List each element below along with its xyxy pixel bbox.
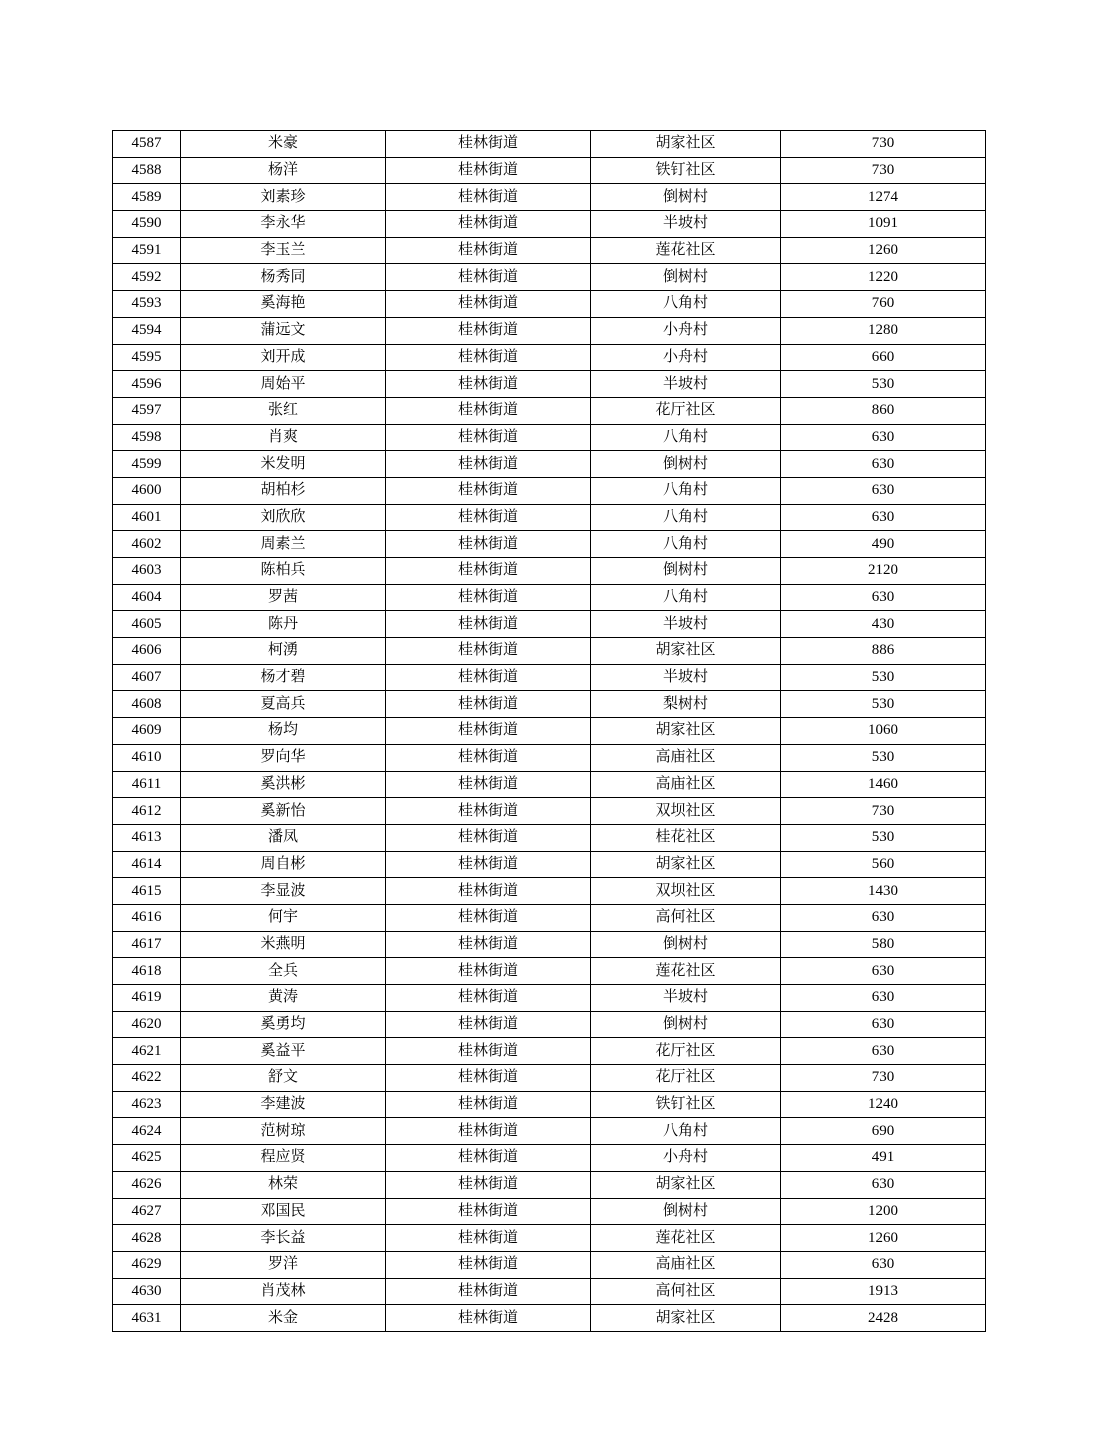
cell-id: 4611 [113,771,181,798]
cell-street: 桂林街道 [386,477,591,504]
cell-street: 桂林街道 [386,558,591,585]
records-table [112,130,986,1332]
cell-village: 八角村 [591,1118,781,1145]
table-row [113,344,986,371]
cell-village: 双坝社区 [591,798,781,825]
table-row [113,958,986,985]
table-row [113,371,986,398]
cell-street: 桂林街道 [386,638,591,665]
cell-street: 桂林街道 [386,531,591,558]
table-row [113,531,986,558]
table-row [113,211,986,238]
cell-village: 双坝社区 [591,878,781,905]
cell-village: 胡家社区 [591,638,781,665]
table-row [113,798,986,825]
cell-id: 4622 [113,1065,181,1092]
table-row [113,397,986,424]
cell-village: 胡家社区 [591,851,781,878]
cell-amount: 630 [781,985,986,1012]
cell-amount: 580 [781,931,986,958]
cell-street: 桂林街道 [386,878,591,905]
cell-id: 4629 [113,1251,181,1278]
cell-name: 蒲远文 [181,317,386,344]
cell-id: 4587 [113,131,181,158]
table-row [113,1118,986,1145]
cell-amount: 630 [781,424,986,451]
cell-village: 倒树村 [591,931,781,958]
table-row [113,664,986,691]
cell-id: 4592 [113,264,181,291]
cell-street: 桂林街道 [386,744,591,771]
table-row [113,1011,986,1038]
cell-name: 林荣 [181,1171,386,1198]
cell-id: 4627 [113,1198,181,1225]
cell-street: 桂林街道 [386,664,591,691]
table-row [113,157,986,184]
table-row [113,851,986,878]
cell-street: 桂林街道 [386,451,591,478]
cell-id: 4599 [113,451,181,478]
cell-amount: 1260 [781,1225,986,1252]
cell-village: 小舟村 [591,344,781,371]
cell-id: 4616 [113,904,181,931]
cell-id: 4608 [113,691,181,718]
cell-id: 4595 [113,344,181,371]
cell-name: 肖茂林 [181,1278,386,1305]
cell-street: 桂林街道 [386,1065,591,1092]
table-row [113,1091,986,1118]
cell-name: 程应贤 [181,1145,386,1172]
cell-id: 4631 [113,1305,181,1332]
table-row [113,291,986,318]
cell-village: 胡家社区 [591,1171,781,1198]
cell-id: 4603 [113,558,181,585]
cell-amount: 660 [781,344,986,371]
cell-amount: 530 [781,664,986,691]
table-row [113,744,986,771]
cell-village: 莲花社区 [591,1225,781,1252]
table-row [113,718,986,745]
cell-name: 周素兰 [181,531,386,558]
table-row [113,638,986,665]
cell-id: 4601 [113,504,181,531]
cell-village: 梨树村 [591,691,781,718]
table-body [113,131,986,1332]
cell-amount: 1430 [781,878,986,905]
cell-id: 4628 [113,1225,181,1252]
table-row [113,424,986,451]
cell-amount: 1460 [781,771,986,798]
cell-village: 铁钉社区 [591,1091,781,1118]
cell-street: 桂林街道 [386,264,591,291]
cell-name: 何宇 [181,904,386,931]
cell-amount: 2120 [781,558,986,585]
cell-street: 桂林街道 [386,504,591,531]
cell-name: 柯湧 [181,638,386,665]
cell-id: 4626 [113,1171,181,1198]
cell-street: 桂林街道 [386,691,591,718]
cell-street: 桂林街道 [386,798,591,825]
cell-village: 倒树村 [591,184,781,211]
cell-name: 奚海艳 [181,291,386,318]
cell-amount: 2428 [781,1305,986,1332]
cell-amount: 730 [781,157,986,184]
cell-id: 4621 [113,1038,181,1065]
cell-id: 4605 [113,611,181,638]
table-row [113,264,986,291]
table-row [113,1038,986,1065]
cell-village: 高庙社区 [591,1251,781,1278]
cell-village: 花厅社区 [591,1038,781,1065]
cell-name: 米发明 [181,451,386,478]
cell-id: 4615 [113,878,181,905]
cell-name: 刘欣欣 [181,504,386,531]
cell-name: 舒文 [181,1065,386,1092]
cell-id: 4596 [113,371,181,398]
cell-id: 4590 [113,211,181,238]
cell-id: 4618 [113,958,181,985]
cell-amount: 630 [781,1251,986,1278]
table-row [113,985,986,1012]
cell-street: 桂林街道 [386,1171,591,1198]
cell-village: 铁钉社区 [591,157,781,184]
cell-id: 4594 [113,317,181,344]
cell-street: 桂林街道 [386,824,591,851]
cell-name: 陈丹 [181,611,386,638]
cell-amount: 630 [781,1038,986,1065]
table-row [113,477,986,504]
cell-name: 周自彬 [181,851,386,878]
cell-amount: 860 [781,397,986,424]
cell-street: 桂林街道 [386,317,591,344]
cell-amount: 530 [781,824,986,851]
cell-village: 倒树村 [591,1011,781,1038]
cell-name: 李长益 [181,1225,386,1252]
cell-street: 桂林街道 [386,1251,591,1278]
table-row [113,584,986,611]
cell-id: 4609 [113,718,181,745]
cell-name: 刘开成 [181,344,386,371]
table-row [113,1198,986,1225]
cell-amount: 1280 [781,317,986,344]
table-row [113,451,986,478]
cell-name: 米豪 [181,131,386,158]
cell-amount: 530 [781,691,986,718]
cell-village: 小舟村 [591,317,781,344]
cell-id: 4619 [113,985,181,1012]
cell-name: 李永华 [181,211,386,238]
cell-village: 莲花社区 [591,958,781,985]
cell-name: 范树琼 [181,1118,386,1145]
cell-amount: 491 [781,1145,986,1172]
cell-amount: 1240 [781,1091,986,1118]
cell-id: 4623 [113,1091,181,1118]
cell-name: 奚益平 [181,1038,386,1065]
cell-amount: 1220 [781,264,986,291]
cell-name: 奚勇均 [181,1011,386,1038]
cell-street: 桂林街道 [386,1118,591,1145]
cell-street: 桂林街道 [386,1305,591,1332]
cell-street: 桂林街道 [386,371,591,398]
cell-village: 半坡村 [591,611,781,638]
table-row [113,931,986,958]
table-row [113,558,986,585]
cell-village: 高何社区 [591,1278,781,1305]
cell-amount: 630 [781,958,986,985]
cell-street: 桂林街道 [386,904,591,931]
cell-name: 杨才碧 [181,664,386,691]
cell-id: 4593 [113,291,181,318]
cell-name: 张红 [181,397,386,424]
cell-id: 4624 [113,1118,181,1145]
cell-village: 八角村 [591,424,781,451]
table-row [113,317,986,344]
cell-street: 桂林街道 [386,851,591,878]
cell-amount: 690 [781,1118,986,1145]
document-page [112,130,986,1332]
cell-street: 桂林街道 [386,1091,591,1118]
table-row [113,184,986,211]
cell-amount: 1274 [781,184,986,211]
cell-street: 桂林街道 [386,157,591,184]
cell-name: 胡柏杉 [181,477,386,504]
cell-name: 米燕明 [181,931,386,958]
table-row [113,1305,986,1332]
cell-id: 4613 [113,824,181,851]
cell-name: 杨洋 [181,157,386,184]
cell-village: 半坡村 [591,371,781,398]
cell-street: 桂林街道 [386,424,591,451]
cell-street: 桂林街道 [386,1278,591,1305]
table-row [113,1278,986,1305]
cell-village: 倒树村 [591,451,781,478]
cell-id: 4602 [113,531,181,558]
table-row [113,1145,986,1172]
cell-village: 倒树村 [591,264,781,291]
cell-village: 八角村 [591,291,781,318]
cell-amount: 530 [781,371,986,398]
cell-street: 桂林街道 [386,584,591,611]
cell-street: 桂林街道 [386,291,591,318]
cell-street: 桂林街道 [386,1011,591,1038]
cell-amount: 1091 [781,211,986,238]
cell-id: 4589 [113,184,181,211]
cell-amount: 630 [781,1171,986,1198]
cell-id: 4606 [113,638,181,665]
table-row [113,611,986,638]
cell-street: 桂林街道 [386,718,591,745]
cell-name: 全兵 [181,958,386,985]
table-row [113,1225,986,1252]
cell-amount: 730 [781,798,986,825]
cell-village: 胡家社区 [591,718,781,745]
cell-street: 桂林街道 [386,211,591,238]
cell-street: 桂林街道 [386,131,591,158]
cell-name: 潘凤 [181,824,386,851]
cell-amount: 530 [781,744,986,771]
cell-id: 4614 [113,851,181,878]
cell-village: 半坡村 [591,664,781,691]
cell-street: 桂林街道 [386,1145,591,1172]
cell-id: 4600 [113,477,181,504]
cell-name: 刘素珍 [181,184,386,211]
table-row [113,691,986,718]
cell-amount: 886 [781,638,986,665]
cell-village: 八角村 [591,584,781,611]
cell-name: 黄涛 [181,985,386,1012]
cell-street: 桂林街道 [386,985,591,1012]
cell-street: 桂林街道 [386,931,591,958]
table-row [113,824,986,851]
cell-street: 桂林街道 [386,184,591,211]
cell-id: 4591 [113,237,181,264]
cell-village: 莲花社区 [591,237,781,264]
cell-id: 4612 [113,798,181,825]
cell-amount: 760 [781,291,986,318]
cell-name: 陈柏兵 [181,558,386,585]
cell-name: 李显波 [181,878,386,905]
cell-amount: 630 [781,451,986,478]
cell-village: 八角村 [591,531,781,558]
cell-id: 4620 [113,1011,181,1038]
table-row [113,1065,986,1092]
cell-amount: 490 [781,531,986,558]
cell-name: 肖爽 [181,424,386,451]
table-row [113,1171,986,1198]
cell-street: 桂林街道 [386,1038,591,1065]
cell-name: 奚洪彬 [181,771,386,798]
table-row [113,878,986,905]
cell-street: 桂林街道 [386,611,591,638]
cell-amount: 630 [781,1011,986,1038]
table-row [113,504,986,531]
cell-village: 小舟村 [591,1145,781,1172]
cell-village: 胡家社区 [591,131,781,158]
cell-street: 桂林街道 [386,771,591,798]
cell-village: 八角村 [591,504,781,531]
cell-name: 李建波 [181,1091,386,1118]
cell-amount: 630 [781,904,986,931]
cell-amount: 1260 [781,237,986,264]
cell-village: 桂花社区 [591,824,781,851]
cell-name: 邓国民 [181,1198,386,1225]
cell-village: 半坡村 [591,211,781,238]
cell-id: 4588 [113,157,181,184]
cell-village: 八角村 [591,477,781,504]
cell-street: 桂林街道 [386,1225,591,1252]
cell-name: 李玉兰 [181,237,386,264]
cell-amount: 630 [781,477,986,504]
cell-village: 花厅社区 [591,1065,781,1092]
table-row [113,904,986,931]
cell-id: 4597 [113,397,181,424]
cell-village: 高何社区 [591,904,781,931]
cell-street: 桂林街道 [386,958,591,985]
cell-village: 花厅社区 [591,397,781,424]
cell-id: 4617 [113,931,181,958]
cell-village: 半坡村 [591,985,781,1012]
cell-id: 4607 [113,664,181,691]
cell-amount: 1060 [781,718,986,745]
cell-name: 罗向华 [181,744,386,771]
cell-amount: 730 [781,1065,986,1092]
cell-amount: 430 [781,611,986,638]
cell-name: 罗茜 [181,584,386,611]
cell-village: 胡家社区 [591,1305,781,1332]
cell-street: 桂林街道 [386,344,591,371]
cell-amount: 630 [781,504,986,531]
cell-street: 桂林街道 [386,397,591,424]
table-row [113,1251,986,1278]
cell-name: 米金 [181,1305,386,1332]
cell-amount: 630 [781,584,986,611]
cell-id: 4610 [113,744,181,771]
cell-amount: 1200 [781,1198,986,1225]
cell-id: 4630 [113,1278,181,1305]
table-row [113,237,986,264]
cell-name: 杨均 [181,718,386,745]
cell-village: 高庙社区 [591,744,781,771]
cell-name: 周始平 [181,371,386,398]
table-row [113,771,986,798]
cell-amount: 730 [781,131,986,158]
cell-name: 杨秀同 [181,264,386,291]
cell-street: 桂林街道 [386,237,591,264]
cell-name: 罗洋 [181,1251,386,1278]
cell-id: 4598 [113,424,181,451]
cell-village: 倒树村 [591,558,781,585]
cell-amount: 1913 [781,1278,986,1305]
cell-id: 4604 [113,584,181,611]
cell-village: 倒树村 [591,1198,781,1225]
cell-name: 夏高兵 [181,691,386,718]
cell-village: 高庙社区 [591,771,781,798]
table-row [113,131,986,158]
cell-id: 4625 [113,1145,181,1172]
cell-amount: 560 [781,851,986,878]
cell-name: 奚新怡 [181,798,386,825]
cell-street: 桂林街道 [386,1198,591,1225]
